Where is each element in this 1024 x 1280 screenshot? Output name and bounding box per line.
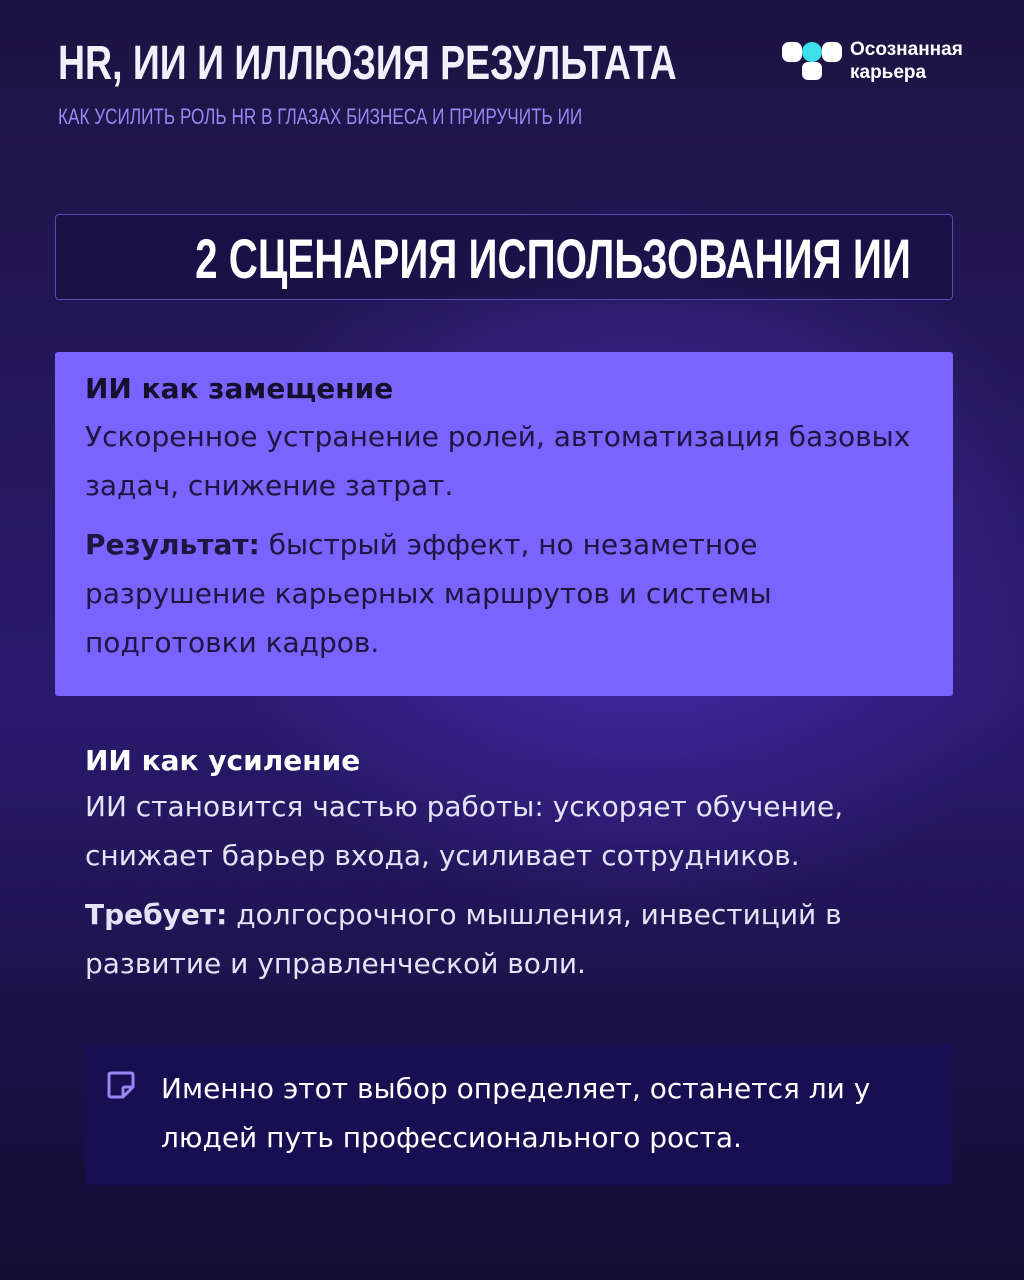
scenario-replacement-result <box>85 520 923 667</box>
sticky-note-icon <box>105 1069 137 1101</box>
page-title: HR, ИИ И ИЛЛЮЗИЯ РЕЗУЛЬТАТА <box>58 37 677 90</box>
section-header <box>55 214 953 300</box>
scenario-replacement-card <box>55 352 953 696</box>
scenario-amplification-heading: ИИ как усиление <box>85 744 361 777</box>
scenario-amplification-description: ИИ становится частью работы: ускоряет обучение, снижает барьер входа, усиливает сотрудников. <box>85 790 844 872</box>
logo-line-1: Осознанная <box>850 39 963 60</box>
brand-logo <box>782 38 992 88</box>
result-label: Результат: <box>85 528 260 561</box>
section-title: 2 СЦЕНАРИЯ ИСПОЛЬЗОВАНИЯ ИИ <box>195 227 911 290</box>
logo-mark-icon <box>782 40 842 82</box>
requires-text: долгосрочного мышления, инвестиций в развитие и управленческой воли. <box>85 898 842 980</box>
scenario-replacement-description: Ускоренное устранение ролей, автоматизация базовых задач, снижение затрат. <box>85 420 911 502</box>
logo-text <box>850 38 963 84</box>
requires-label: Требует: <box>85 898 228 931</box>
page-subtitle: КАК УСИЛИТЬ РОЛЬ HR В ГЛАЗАХ БИЗНЕСА И ПРИРУЧИТЬ ИИ <box>58 104 583 129</box>
scenario-amplification-requires <box>85 890 945 988</box>
conclusion-text: Именно этот выбор определяет, останется ли у людей путь профессионального роста. <box>161 1072 871 1154</box>
scenario-amplification-block <box>85 744 945 988</box>
scenario-replacement-heading: ИИ как замещение <box>85 372 394 405</box>
conclusion-note <box>85 1045 953 1185</box>
result-text: быстрый эффект, но незаметное разрушение карьерных маршрутов и системы подготовки кадров. <box>85 528 772 659</box>
logo-line-2: карьера <box>850 62 927 83</box>
